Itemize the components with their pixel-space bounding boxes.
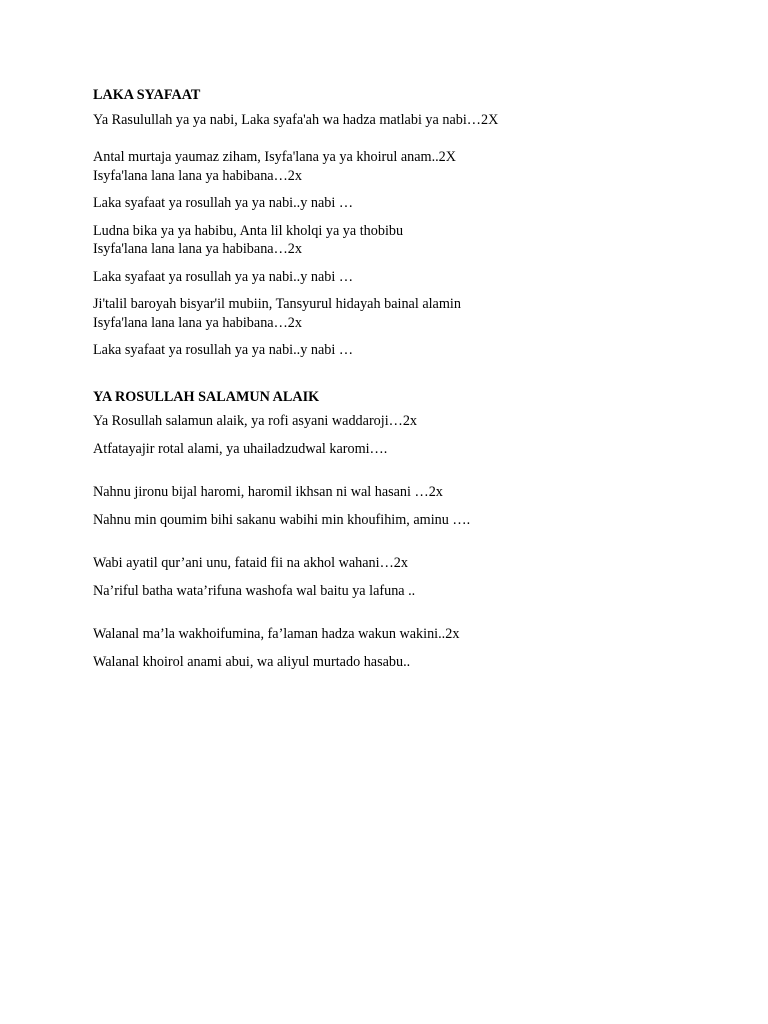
document-page — [93, 86, 713, 671]
song1-line-5: Ludna bika ya ya habibu, Anta lil kholqi ya ya thobibu — [93, 222, 404, 239]
song2-line-1: Ya Rosullah salamun alaik, ya rofi asyani waddaroji…2x — [93, 413, 418, 429]
song1-line-7: Laka syafaat ya rosullah ya ya nabi..y nabi … — [93, 268, 354, 285]
song2-line-7: Walanal ma’la wakhoifumina, fa’laman hadza wakun wakini..2x — [93, 626, 460, 642]
song1-line-1: Ya Rasulullah ya ya nabi, Laka syafa'ah wa hadza matlabi ya nabi…2X — [93, 111, 499, 128]
song1-line-9: Isyfa'lana lana lana ya habibana…2x — [93, 314, 302, 331]
song2-line-5: Wabi ayatil qur’ani unu, fataid fii na akhol wahani…2x — [93, 555, 408, 571]
song1-line-4: Laka syafaat ya rosullah ya ya nabi..y nabi … — [93, 195, 354, 211]
song1-title: LAKA SYAFAAT — [93, 87, 201, 103]
song2-line-2: Atfatayajir rotal alami, ya uhailadzudwal karomi…. — [93, 440, 388, 457]
song1-line-2: Antal murtaja yaumaz ziham, Isyfa'lana ya ya khoirul anam..2X — [93, 149, 457, 165]
song2-line-3: Nahnu jironu bijal haromi, haromil ikhsan ni wal hasani …2x — [93, 484, 443, 500]
song1-line-8: Ji'talil baroyah bisyar'il mubiin, Tansyurul hidayah bainal alamin — [93, 296, 461, 312]
song1-line-6: Isyfa'lana lana lana ya habibana…2x — [93, 241, 302, 257]
song2-title: YA ROSULLAH SALAMUN ALAIK — [93, 388, 320, 405]
song2-line-8: Walanal khoirol anami abui, wa aliyul murtado hasabu.. — [93, 653, 411, 670]
song1-line-3: Isyfa'lana lana lana ya habibana…2x — [93, 167, 302, 184]
song2-line-4: Nahnu min qoumim bihi sakanu wabihi min khoufihim, aminu …. — [93, 511, 471, 528]
song2-line-6: Na’riful batha wata’rifuna washofa wal baitu ya lafuna .. — [93, 582, 416, 599]
song1-line-10: Laka syafaat ya rosullah ya ya nabi..y nabi … — [93, 342, 354, 358]
